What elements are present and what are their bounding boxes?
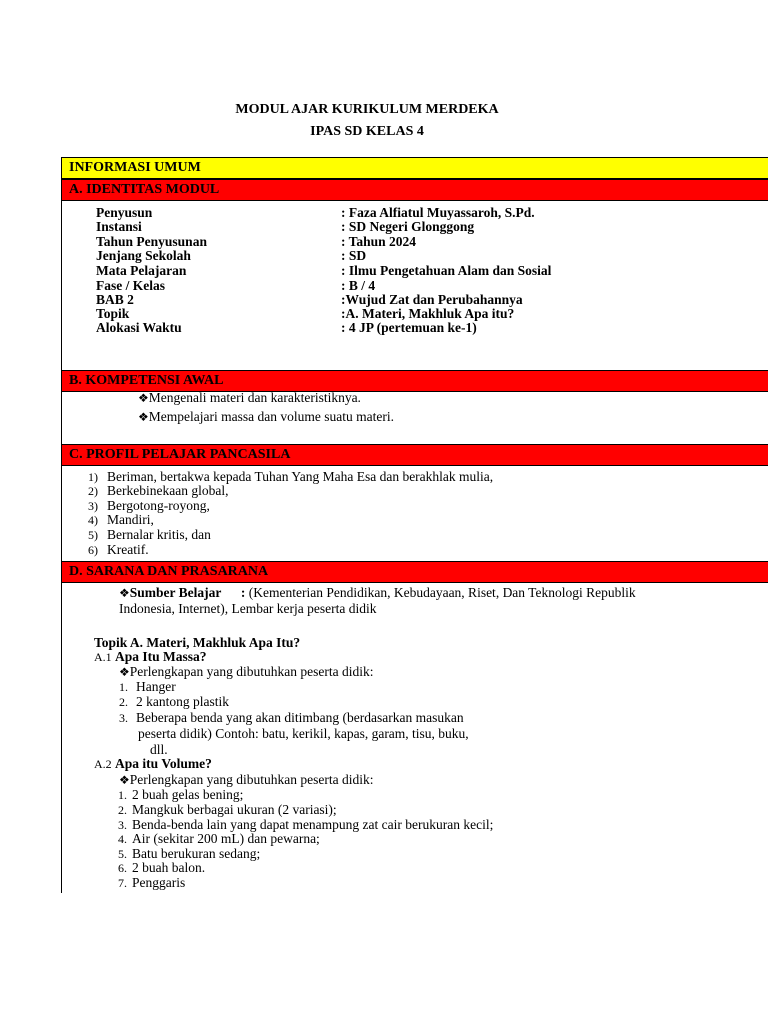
section-info-umum: INFORMASI UMUM [62, 157, 768, 179]
subtopic-a1: A.1 Apa Itu Massa? [94, 649, 207, 664]
a1-item-continued: dll. [150, 742, 168, 757]
diamond-bullet-icon: ❖ [119, 665, 130, 679]
a1-item: 2. 2 kantong plastik [119, 694, 229, 709]
a2-item: 3. Benda-benda lain yang dapat menampung zat cair berukuran kecil; [118, 817, 494, 832]
diamond-bullet-icon: ❖ [119, 586, 130, 600]
a2-item: 2. Mangkuk berbagai ukuran (2 variasi); [118, 802, 337, 817]
profil-item: 4) Mandiri, [88, 512, 154, 527]
profil-item: 2) Berkebinekaan global, [88, 483, 229, 498]
identitas-value: :A. Materi, Makhluk Apa itu? [341, 306, 515, 321]
identitas-label: Topik [96, 306, 130, 321]
sumber-belajar-line-2: Indonesia, Internet), Lembar kerja peserta didik [119, 601, 377, 616]
identitas-label: Penyusun [96, 205, 153, 220]
identitas-label: Tahun Penyusunan [96, 234, 207, 249]
section-kompetensi: B. KOMPETENSI AWAL [62, 370, 768, 392]
identitas-value: : B / 4 [341, 278, 376, 293]
identitas-value: : Tahun 2024 [341, 234, 417, 249]
profil-item: 6) Kreatif. [88, 542, 149, 557]
identitas-label: Fase / Kelas [96, 278, 165, 293]
diamond-bullet-icon: ❖ [119, 773, 130, 787]
diamond-bullet-icon: ❖ [138, 391, 149, 405]
kompetensi-item: ❖Mempelajari massa dan volume suatu materi. [138, 409, 394, 424]
kompetensi-item: ❖Mengenali materi dan karakteristiknya. [138, 390, 361, 405]
identitas-label: BAB 2 [96, 292, 134, 307]
profil-item: 5) Bernalar kritis, dan [88, 527, 211, 542]
a2-item: 5. Batu berukuran sedang; [118, 846, 261, 861]
identitas-value: : SD [341, 248, 367, 263]
a2-item: 1. 2 buah gelas bening; [118, 787, 244, 802]
profil-item: 1) Beriman, bertakwa kepada Tuhan Yang Maha Esa dan berakhlak mulia, [88, 469, 494, 484]
identitas-value: : SD Negeri Glonggong [341, 219, 475, 234]
a2-item: 4. Air (sekitar 200 mL) dan pewarna; [118, 831, 320, 846]
section-profil: C. PROFIL PELAJAR PANCASILA [62, 444, 768, 466]
section-sarana: D. SARANA DAN PRASARANA [62, 561, 768, 583]
section-identitas: A. IDENTITAS MODUL [62, 179, 768, 201]
subtopic-a2: A.2 Apa itu Volume? [94, 756, 212, 771]
identitas-value: : Faza Alfiatul Muyassaroh, S.Pd. [341, 205, 535, 220]
a2-intro: ❖Perlengkapan yang dibutuhkan peserta didik: [119, 772, 374, 787]
identitas-label: Alokasi Waktu [96, 320, 182, 335]
identitas-label: Instansi [96, 219, 142, 234]
document-title: MODUL AJAR KURIKULUM MERDEKA [235, 102, 499, 117]
a2-item: 6. 2 buah balon. [118, 860, 206, 875]
a1-item: 3. Beberapa benda yang akan ditimbang (berdasarkan masukan [119, 710, 464, 725]
identitas-value: :Wujud Zat dan Perubahannya [341, 292, 523, 307]
diamond-bullet-icon: ❖ [138, 410, 149, 424]
a1-item: 1. Hanger [119, 679, 176, 694]
identitas-value: : 4 JP (pertemuan ke-1) [341, 320, 477, 335]
identitas-label: Mata Pelajaran [96, 263, 187, 278]
sumber-belajar-line: ❖Sumber Belajar : (Kementerian Pendidikan, Kebudayaan, Riset, Dan Teknologi Republik [119, 585, 636, 600]
identitas-label: Jenjang Sekolah [96, 248, 191, 263]
a2-item: 7. Penggaris [118, 875, 186, 890]
a1-intro: ❖Perlengkapan yang dibutuhkan peserta didik: [119, 664, 374, 679]
a1-item-continued: peserta didik) Contoh: batu, kerikil, kapas, garam, tisu, buku, [138, 726, 469, 741]
identitas-value: : Ilmu Pengetahuan Alam dan Sosial [341, 263, 552, 278]
topik-heading: Topik A. Materi, Makhluk Apa Itu? [94, 635, 301, 650]
document-subtitle: IPAS SD KELAS 4 [310, 124, 424, 139]
profil-item: 3) Bergotong-royong, [88, 498, 210, 513]
